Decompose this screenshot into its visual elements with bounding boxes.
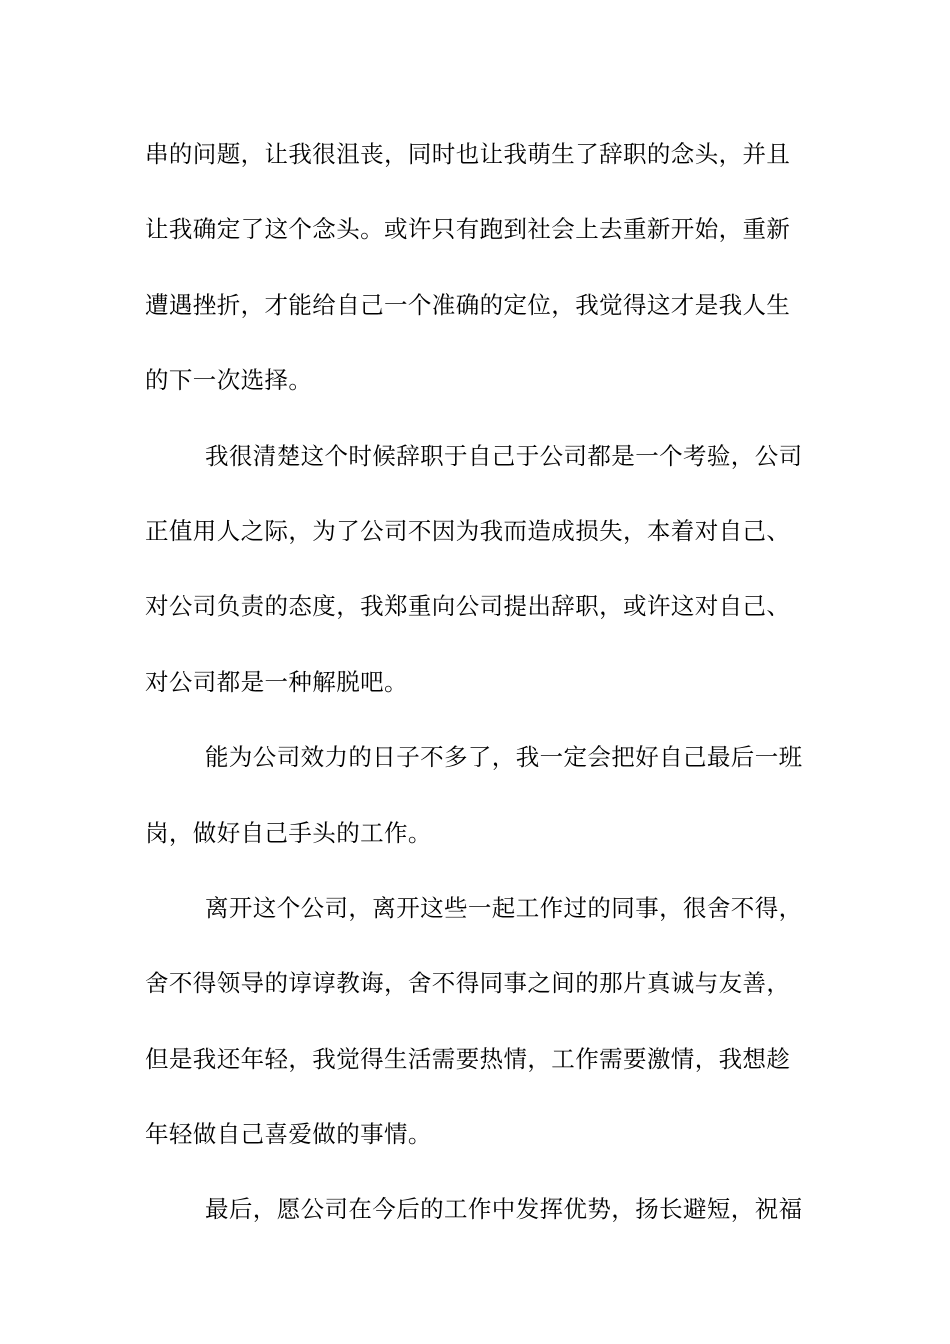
- text-line: 遭遇挫折，才能给自己一个准确的定位，我觉得这才是我人生: [145, 290, 791, 319]
- text-line: 但是我还年轻，我觉得生活需要热情，工作需要激情，我想趁: [145, 1044, 791, 1073]
- text-line: 正值用人之际，为了公司不因为我而造成损失，本着对自己、: [145, 516, 791, 545]
- text-line: 对公司负责的态度，我郑重向公司提出辞职，或许这对自己、: [145, 592, 791, 621]
- paragraph-first-line: 能为公司效力的日子不多了，我一定会把好自己最后一班: [205, 743, 803, 772]
- document-body: [145, 126, 807, 1257]
- text-line: 让我确定了这个念头。或许只有跑到社会上去重新开始，重新: [145, 215, 791, 244]
- text-line: 串的问题，让我很沮丧，同时也让我萌生了辞职的念头，并且: [145, 140, 791, 168]
- text-line: 舍不得领导的谆谆教诲，舍不得同事之间的那片真诚与友善，: [145, 969, 791, 998]
- text-line: 对公司都是一种解脱吧。: [145, 667, 408, 696]
- text-line: 年轻做自己喜爱做的事情。: [145, 1120, 432, 1149]
- paragraph-first-line: 离开这个公司，离开这些一起工作过的同事，很舍不得，: [205, 893, 803, 922]
- text-line: 的下一次选择。: [145, 366, 313, 395]
- text-line: 岗，做好自己手头的工作。: [145, 818, 432, 847]
- paragraph-first-line: 我很清楚这个时候辞职于自己于公司都是一个考验，公司: [205, 441, 803, 470]
- paragraph-first-line: 最后，愿公司在今后的工作中发挥优势，扬长避短，祝福: [205, 1195, 803, 1224]
